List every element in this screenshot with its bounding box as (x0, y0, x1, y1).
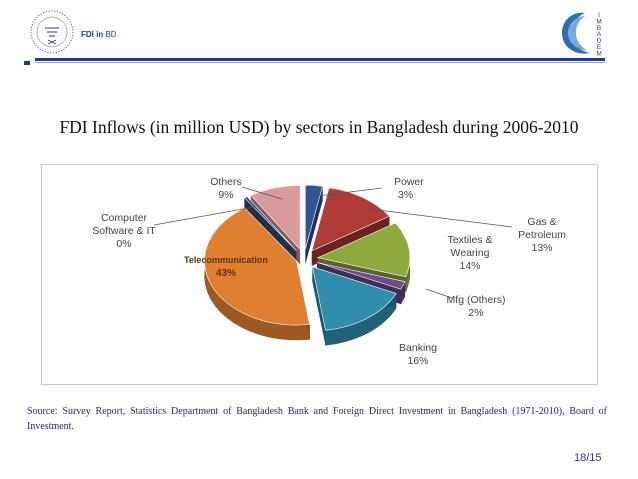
imbadem-letter: D (596, 37, 602, 45)
header-rule-marker (24, 61, 30, 65)
slice-name-banking: Banking (399, 342, 437, 354)
pie-label-textiles (448, 234, 493, 272)
header-title-rest: BD (103, 30, 117, 39)
pie-label-mfg (426, 289, 505, 319)
page-number: 18/15 (574, 452, 602, 464)
university-seal-logo (29, 9, 75, 55)
slice-value-telecom: 43% (215, 268, 237, 279)
header-rule-shadow (35, 62, 605, 63)
slice-value-textiles: 14% (459, 260, 481, 272)
imbadem-letters (596, 12, 602, 57)
chart-frame (41, 164, 598, 385)
slide-title: FDI Inflows (in million USD) by sectors in Bangladesh during 2006-2010 (59, 117, 579, 137)
slice-value-power: 3% (398, 189, 414, 201)
slice-value-computer: 0% (116, 238, 132, 250)
pie-label-banking (399, 342, 437, 367)
slice-name-telecom: Telecommunication (184, 255, 268, 265)
slice-name-computer: Computer (100, 212, 148, 224)
imbadem-letter: B (596, 24, 602, 32)
imbadem-logo (558, 7, 612, 59)
slice-name-power: Power (394, 176, 424, 188)
fdi-pie-chart (42, 165, 597, 384)
slice-name-textiles: Wearing (450, 247, 490, 259)
slice-value-others: 9% (218, 189, 234, 201)
slice-name-computer: Software & IT (92, 225, 156, 237)
leader-line-gas_petroleum (370, 209, 512, 227)
header-title-bold: FDI in (81, 30, 104, 39)
imbadem-letter: M (596, 18, 602, 26)
imbadem-letter: M (596, 50, 602, 58)
header-rule (35, 58, 605, 61)
imbadem-letter: A (596, 31, 602, 39)
slice-value-banking: 16% (407, 355, 429, 367)
imbadem-letter: I (598, 12, 600, 19)
slice-name-others: Others (210, 176, 242, 188)
slice-name-textiles: Textiles & (447, 234, 493, 246)
slice-value-gas_petroleum: 13% (531, 242, 553, 254)
source-note: Source: Survey Report, Statistics Department of Bangladesh Bank and Foreign Direct Investment in Bangladesh (1971-2010), Board of Investment. (27, 406, 607, 432)
slice-name-gas_petroleum: Gas & (527, 216, 557, 228)
imbadem-letter: E (596, 44, 602, 51)
header-title (81, 30, 117, 39)
slice-name-mfg: Mfg (Others) (446, 294, 506, 306)
slice-name-gas_petroleum: Petroleum (518, 229, 566, 241)
slice-value-mfg: 2% (468, 307, 484, 319)
